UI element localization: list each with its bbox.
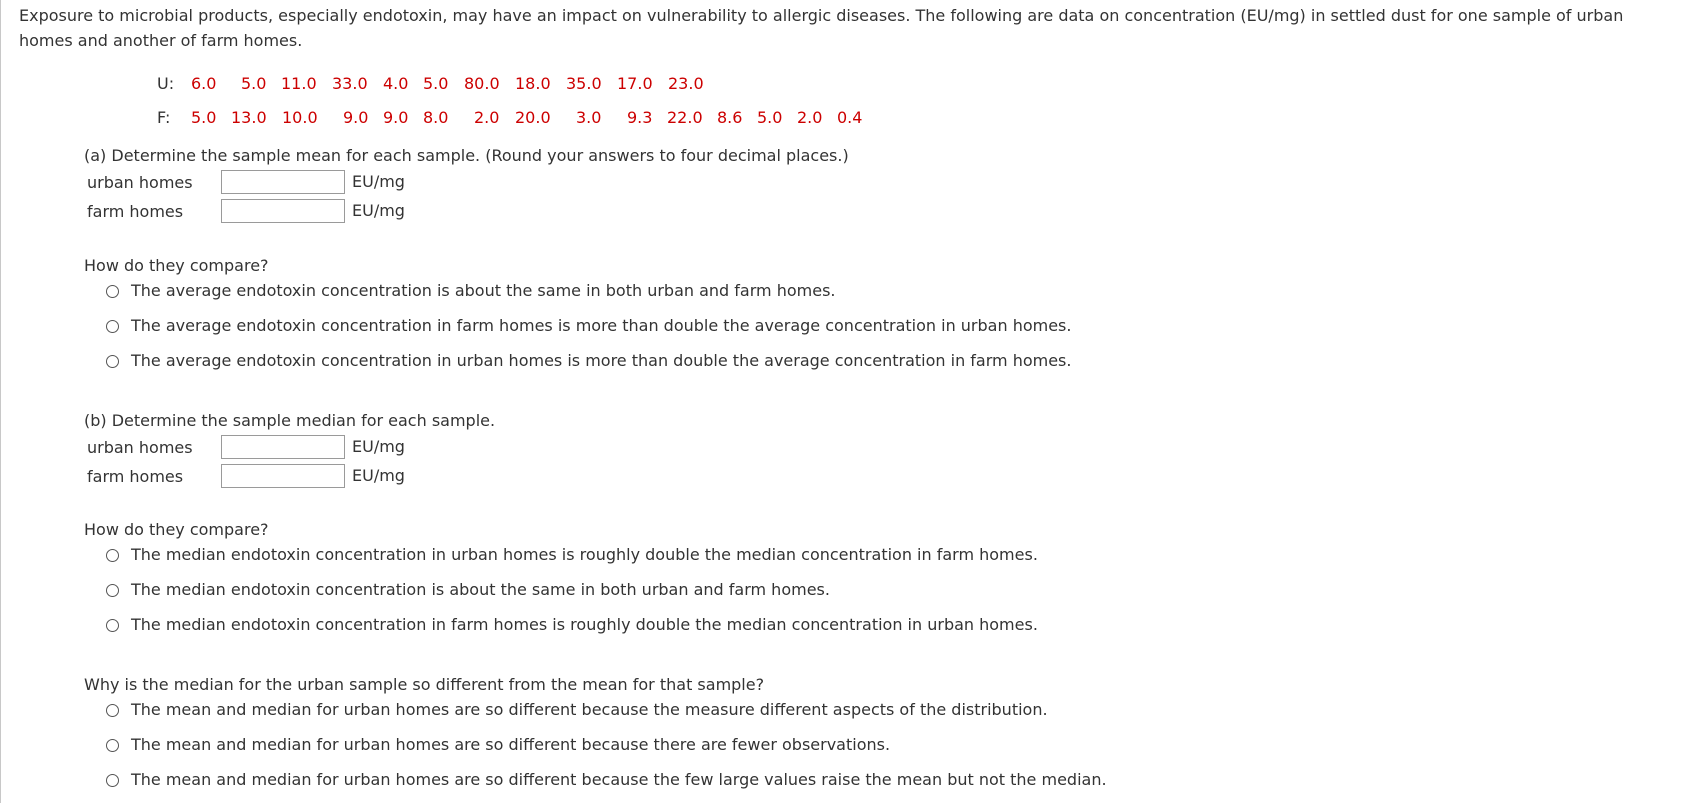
radio-button[interactable]: [106, 549, 119, 562]
farm-median-unit: EU/mg: [352, 466, 405, 485]
radio-button[interactable]: [106, 739, 119, 752]
farm-mean-input[interactable]: [221, 199, 345, 223]
urban-value: 80.0: [464, 74, 500, 93]
farm-value: 2.0: [797, 108, 823, 127]
farm-data-label: F:: [157, 108, 171, 127]
urban-value: 17.0: [617, 74, 653, 93]
urban-value: 35.0: [566, 74, 602, 93]
urban-value: 11.0: [281, 74, 317, 93]
farm-value: 9.0: [383, 108, 409, 127]
option-label: The median endotoxin concentration is about the same in both urban and farm homes.: [131, 580, 830, 599]
option-label: The median endotoxin concentration in farm homes is roughly double the median concentration in urban homes.: [131, 615, 1038, 634]
urban-median-unit: EU/mg: [352, 437, 405, 456]
radio-button[interactable]: [106, 774, 119, 787]
radio-button[interactable]: [106, 704, 119, 717]
part-a-farm-label: farm homes: [87, 202, 184, 221]
page-left-rule: [0, 0, 1, 803]
farm-value: 9.3: [627, 108, 653, 127]
urban-value: 5.0: [241, 74, 267, 93]
farm-value: 5.0: [191, 108, 217, 127]
urban-value: 6.0: [191, 74, 217, 93]
farm-value: 9.0: [343, 108, 369, 127]
part-a-prompt: (a) Determine the sample mean for each sample. (Round your answers to four decimal places.): [84, 146, 849, 165]
farm-value: 2.0: [474, 108, 500, 127]
farm-value: 3.0: [576, 108, 602, 127]
urban-median-input[interactable]: [221, 435, 345, 459]
option-label: The median endotoxin concentration in urban homes is roughly double the median concentration in farm homes.: [131, 545, 1038, 564]
option-label: The average endotoxin concentration in farm homes is more than double the average concentration in urban homes.: [131, 316, 1072, 335]
option-label: The mean and median for urban homes are so different because there are fewer observations.: [131, 735, 891, 754]
urban-value: 4.0: [383, 74, 409, 93]
option-label: The mean and median for urban homes are so different because the measure different aspects of the distribution.: [131, 700, 1048, 719]
farm-data-row: [157, 108, 877, 128]
urban-data-label: U:: [157, 74, 175, 93]
farm-value: 5.0: [757, 108, 783, 127]
option-label: The average endotoxin concentration in urban homes is more than double the average concentration in farm homes.: [131, 351, 1072, 370]
urban-mean-input[interactable]: [221, 170, 345, 194]
farm-value: 8.0: [423, 108, 449, 127]
part-b-farm-label: farm homes: [87, 467, 184, 486]
farm-value: 10.0: [282, 108, 318, 127]
urban-value: 18.0: [515, 74, 551, 93]
problem-intro: Exposure to microbial products, especially endotoxin, may have an impact on vulnerability to allergic diseases. The following are data on concentration (EU/mg) in settled dust for one sample of urban homes and another of farm homes.: [19, 6, 1624, 50]
radio-button[interactable]: [106, 584, 119, 597]
radio-button[interactable]: [106, 285, 119, 298]
radio-button[interactable]: [106, 320, 119, 333]
urban-value: 23.0: [668, 74, 704, 93]
radio-button[interactable]: [106, 355, 119, 368]
farm-mean-unit: EU/mg: [352, 201, 405, 220]
part-a-urban-label: urban homes: [87, 173, 193, 192]
option-label: The mean and median for urban homes are so different because the few large values raise the mean but not the median.: [131, 770, 1107, 789]
urban-mean-unit: EU/mg: [352, 172, 405, 191]
urban-data-row: [157, 74, 857, 94]
part-b-urban-label: urban homes: [87, 438, 193, 457]
farm-value: 8.6: [717, 108, 743, 127]
urban-value: 33.0: [332, 74, 368, 93]
radio-button[interactable]: [106, 619, 119, 632]
option-label: The average endotoxin concentration is about the same in both urban and farm homes.: [131, 281, 836, 300]
farm-value: 20.0: [515, 108, 551, 127]
part-b-compare-question: How do they compare?: [84, 520, 269, 539]
farm-median-input[interactable]: [221, 464, 345, 488]
farm-value: 13.0: [231, 108, 267, 127]
urban-value: 5.0: [423, 74, 449, 93]
why-question: Why is the median for the urban sample so different from the mean for that sample?: [84, 675, 765, 694]
part-b-prompt: (b) Determine the sample median for each sample.: [84, 411, 496, 430]
farm-value: 0.4: [837, 108, 863, 127]
farm-value: 22.0: [667, 108, 703, 127]
part-a-compare-question: How do they compare?: [84, 256, 269, 275]
